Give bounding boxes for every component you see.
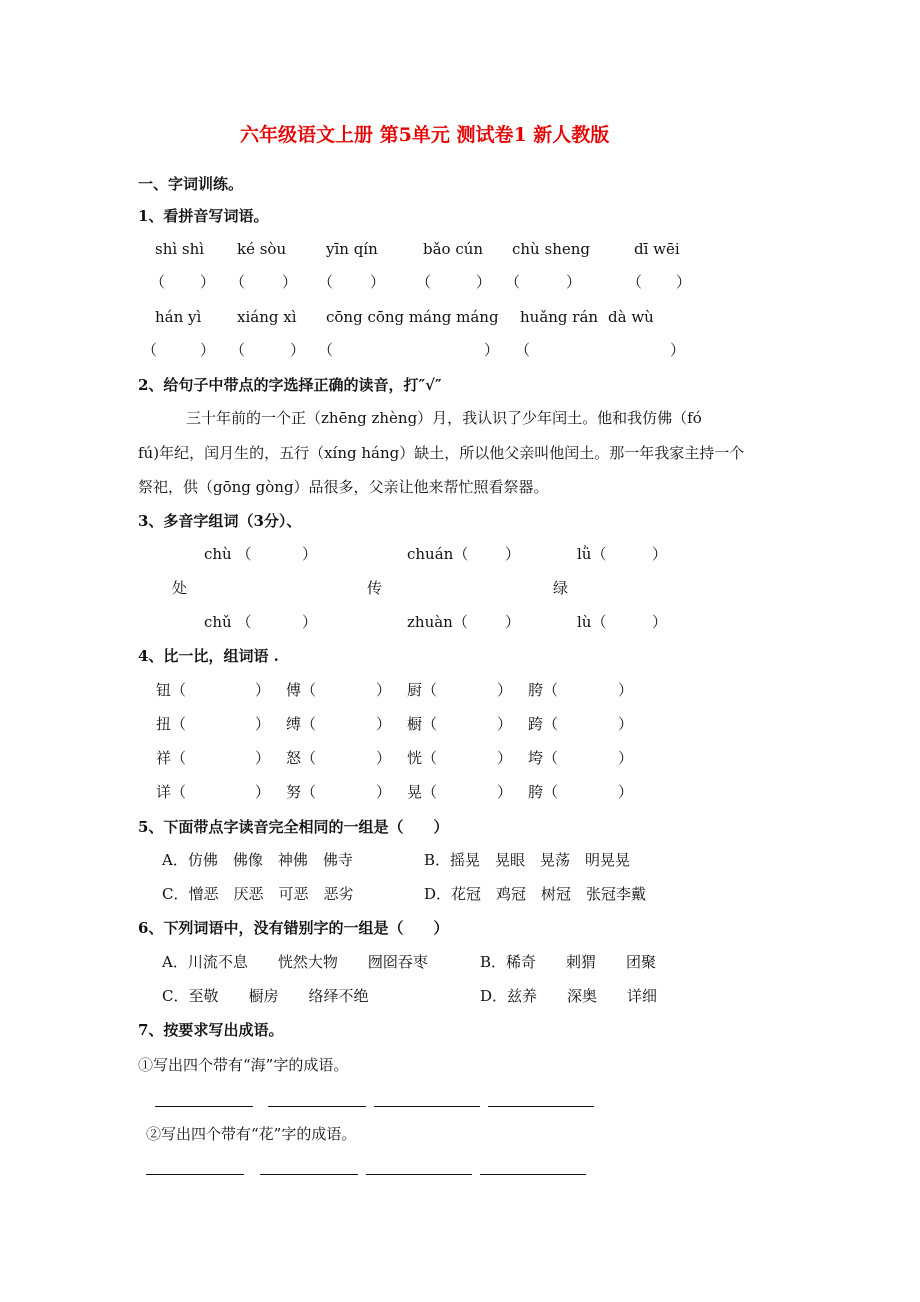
paren-close[interactable]: ） — [497, 783, 513, 801]
option-c[interactable]: C．至敬 橱房 络绎不绝 — [162, 987, 369, 1005]
answer-line[interactable] — [146, 1174, 244, 1175]
paren-close[interactable]: ） — [497, 681, 513, 699]
paren-close[interactable]: ） — [255, 681, 271, 699]
paren-close: ） — [566, 273, 582, 291]
pinyin-7: hán yì — [155, 308, 202, 326]
question-6-heading: 6、下列词语中，没有错别字的一组是（ ） — [138, 919, 449, 937]
polyphone-reading-top-2: chuán（ — [407, 545, 469, 563]
option-a[interactable]: A．仿佛 佛像 神佛 佛寺 — [162, 851, 353, 869]
paren-close: ） — [282, 273, 298, 291]
paren-close: ） — [370, 273, 386, 291]
compare-item: 恍（ — [407, 749, 438, 767]
paren-close: ） — [200, 273, 216, 291]
pinyin-3: yīn qín — [326, 240, 378, 258]
paren-open: （ — [150, 273, 166, 291]
compare-item: 怒（ — [286, 749, 317, 767]
paren-close: ） — [670, 341, 686, 359]
passage-line-1: 三十年前的一个正（zhēng zhèng）月，我认识了少年闰土。他和我仿佛（fó — [186, 409, 702, 427]
compare-item: 祥（ — [156, 749, 187, 767]
paren-close: ） — [484, 341, 500, 359]
pinyin-4: bǎo cún — [423, 240, 484, 258]
paren-open: （ — [230, 341, 246, 359]
paren-open: （ — [416, 273, 432, 291]
pinyin-1: shì shì — [155, 240, 205, 258]
answer-line[interactable] — [260, 1174, 358, 1175]
paren-open: （ — [142, 341, 158, 359]
paren-close[interactable]: ） — [652, 613, 668, 631]
paren-close[interactable]: ） — [376, 749, 392, 767]
compare-item: 详（ — [156, 783, 187, 801]
paren-open: （ — [627, 273, 643, 291]
question-3-heading: 3、多音字组词（3分）、 — [138, 512, 302, 530]
pinyin-2: ké sòu — [237, 240, 287, 258]
pinyin-6: dī wēi — [634, 240, 680, 258]
paren-close[interactable]: ） — [302, 613, 318, 631]
paren-close[interactable]: ） — [505, 545, 521, 563]
paren-close[interactable]: ） — [618, 715, 634, 733]
sub-question-2: ②写出四个带有“花”字的成语。 — [146, 1125, 357, 1143]
section-heading: 一、字词训练。 — [138, 175, 244, 193]
compare-item: 傅（ — [286, 681, 317, 699]
pinyin-9: cōng cōng máng máng — [326, 308, 499, 326]
paren-close[interactable]: ） — [255, 715, 271, 733]
pinyin-10: huǎng rán — [520, 308, 599, 326]
paren-close[interactable]: ） — [255, 783, 271, 801]
paren-close: ） — [200, 341, 216, 359]
polyphone-reading-top-3: lǜ（ — [577, 545, 607, 563]
paren-close[interactable]: ） — [376, 783, 392, 801]
paren-close[interactable]: ） — [618, 681, 634, 699]
page-title: 六年级语文上册 第5单元 测试卷1 新人教版 — [240, 124, 610, 146]
passage-line-3: 祭祀，供（gōng gòng）品很多，父亲让他来帮忙照看祭器。 — [138, 478, 549, 496]
sub-question-1: ①写出四个带有“海”字的成语。 — [138, 1056, 349, 1074]
pinyin-8: xiáng xì — [237, 308, 297, 326]
paren-close[interactable]: ） — [255, 749, 271, 767]
pinyin-11: dà wù — [608, 308, 654, 326]
compare-item: 胯（ — [528, 681, 559, 699]
paren-close: ） — [476, 273, 492, 291]
paren-close[interactable]: ） — [618, 749, 634, 767]
answer-line[interactable] — [374, 1106, 480, 1107]
paren-close[interactable]: ） — [376, 715, 392, 733]
compare-item: 垮（ — [528, 749, 559, 767]
option-d[interactable]: D．兹养 深奥 详细 — [480, 987, 658, 1005]
compare-item: 钮（ — [156, 681, 187, 699]
question-7-heading: 7、按要求写出成语。 — [138, 1021, 284, 1039]
answer-line[interactable] — [155, 1106, 253, 1107]
compare-item: 胯（ — [528, 783, 559, 801]
question-4-heading: 4、比一比，组词语 . — [138, 647, 279, 665]
question-2-heading: 2、给句子中带点的字选择正确的读音，打″√″ — [138, 376, 442, 394]
option-c[interactable]: C．憎恶 厌恶 可恶 恶劣 — [162, 885, 354, 903]
compare-item: 橱（ — [407, 715, 438, 733]
compare-item: 晃（ — [407, 783, 438, 801]
paren-close: ） — [290, 341, 306, 359]
paren-open: （ — [318, 341, 334, 359]
paren-close[interactable]: ） — [652, 545, 668, 563]
pinyin-5: chù sheng — [512, 240, 590, 258]
question-5-heading: 5、下面带点字读音完全相同的一组是（ ） — [138, 818, 449, 836]
option-b[interactable]: B．稀奇 刺猬 团聚 — [480, 953, 657, 971]
paren-close[interactable]: ） — [497, 749, 513, 767]
paren-close[interactable]: ） — [505, 613, 521, 631]
paren-close[interactable]: ） — [618, 783, 634, 801]
answer-line[interactable] — [268, 1106, 366, 1107]
polyphone-reading-top-1: chù （ — [204, 545, 252, 563]
paren-open: （ — [230, 273, 246, 291]
compare-item: 扭（ — [156, 715, 187, 733]
polyphone-reading-bottom-1: chǔ （ — [204, 613, 252, 631]
polyphone-char-3: 绿 — [553, 579, 569, 597]
paren-open: （ — [318, 273, 334, 291]
compare-item: 厨（ — [407, 681, 438, 699]
paren-close[interactable]: ） — [302, 545, 318, 563]
question-1-heading: 1、看拼音写词语。 — [138, 207, 269, 225]
option-a[interactable]: A．川流不息 恍然大物 囫囵吞枣 — [162, 953, 428, 971]
paren-close[interactable]: ） — [497, 715, 513, 733]
paren-open: （ — [515, 341, 531, 359]
polyphone-reading-bottom-3: lù（ — [577, 613, 607, 631]
polyphone-reading-bottom-2: zhuàn（ — [407, 613, 468, 631]
option-d[interactable]: D．花冠 鸡冠 树冠 张冠李戴 — [424, 885, 647, 903]
passage-line-2: fú)年纪，闰月生的，五行（xíng háng）缺土，所以他父亲叫他闰土。那一年我家主持一个 — [138, 444, 745, 462]
answer-line[interactable] — [366, 1174, 472, 1175]
polyphone-char-2: 传 — [367, 579, 383, 597]
compare-item: 努（ — [286, 783, 317, 801]
answer-line[interactable] — [488, 1106, 594, 1107]
polyphone-char-1: 处 — [172, 579, 188, 597]
answer-line[interactable] — [480, 1174, 586, 1175]
paren-open: （ — [505, 273, 521, 291]
paren-close[interactable]: ） — [376, 681, 392, 699]
compare-item: 跨（ — [528, 715, 559, 733]
option-b[interactable]: B．摇晃 晃眼 晃荡 明晃晃 — [424, 851, 631, 869]
paren-close: ） — [676, 273, 692, 291]
compare-item: 缚（ — [286, 715, 317, 733]
